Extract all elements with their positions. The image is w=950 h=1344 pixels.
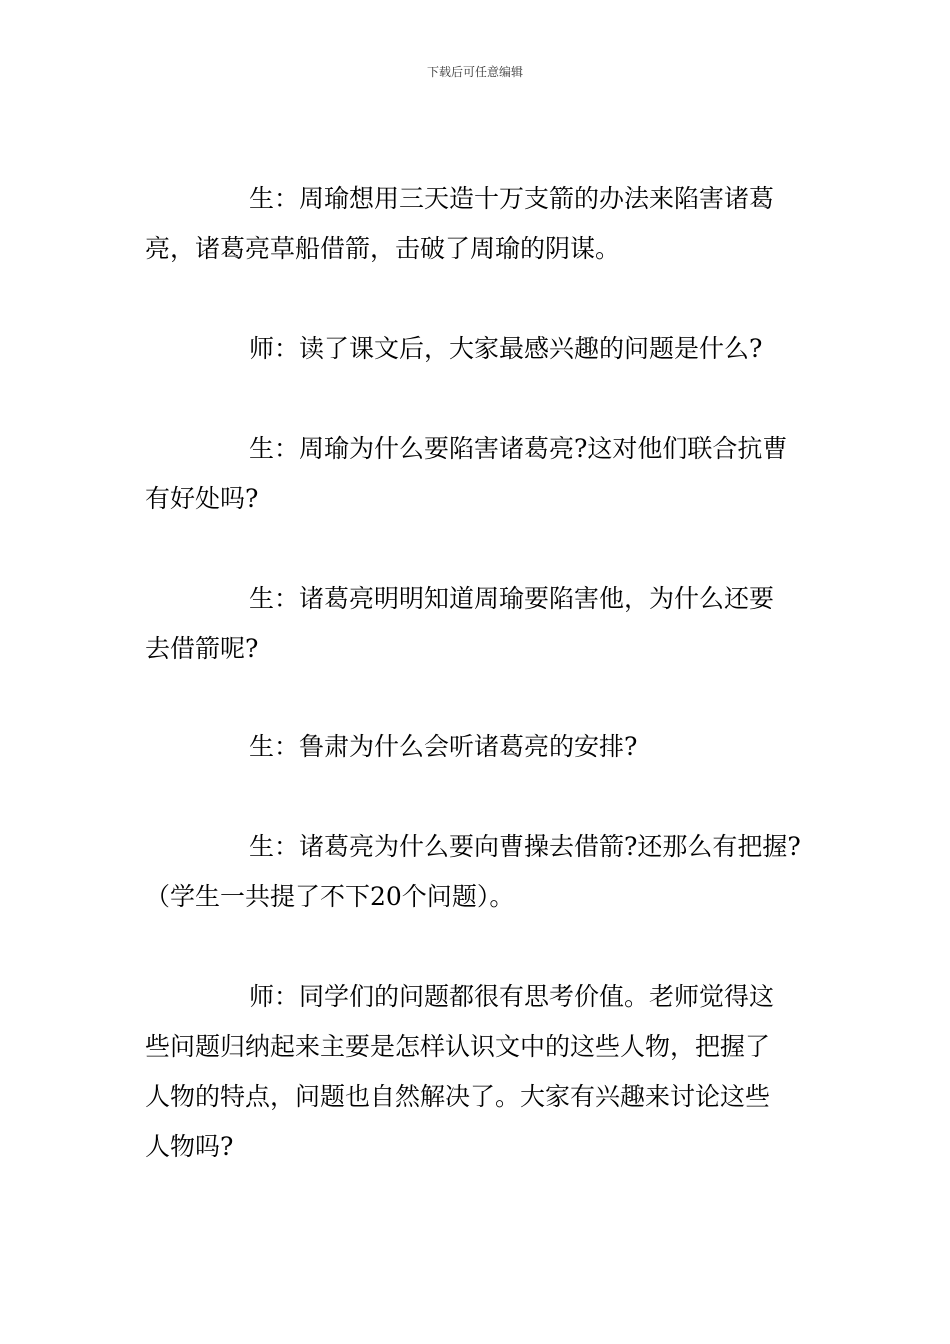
paragraph-line: 亮，诸葛亮草船借箭，击破了周瑜的阴谋。 <box>145 234 621 263</box>
paragraph-line: 人物吗? <box>145 1132 234 1161</box>
paragraph-line: 师：同学们的问题都很有思考价值。老师觉得这 <box>249 982 775 1011</box>
paragraph-student-5 <box>145 822 810 922</box>
paragraph-line: 些问题归纳起来主要是怎样认识文中的这些人物，把握了 <box>145 1032 771 1061</box>
paragraph-line: 生：诸葛亮为什么要向曹操去借箭?还那么有把握? <box>249 832 801 861</box>
paragraph-teacher-1 <box>145 324 810 374</box>
paragraph-line: 生：诸葛亮明明知道周瑜要陷害他，为什么还要 <box>249 584 775 613</box>
paragraph-line: 师：读了课文后，大家最感兴趣的问题是什么? <box>249 334 763 363</box>
paragraph-line: 人物的特点，问题也自然解决了。大家有兴趣来讨论这些 <box>145 1082 771 1111</box>
paragraph-student-4 <box>145 722 810 772</box>
paragraph-line: 生：周瑜想用三天造十万支箭的办法来陷害诸葛 <box>249 184 775 213</box>
paragraph-line: （学生一共提了不下20个问题）。 <box>145 882 515 911</box>
paragraph-line: 生：周瑜为什么要陷害诸葛亮?这对他们联合抗曹 <box>249 434 788 463</box>
paragraph-student-3 <box>145 574 810 674</box>
paragraph-student-1 <box>145 174 810 274</box>
page-header: 下载后可任意编辑 <box>426 65 523 79</box>
paragraph-student-2 <box>145 424 810 524</box>
paragraph-line: 有好处吗? <box>145 484 259 513</box>
paragraph-line: 生：鲁肃为什么会听诸葛亮的安排? <box>249 732 638 761</box>
paragraph-teacher-2 <box>145 972 810 1172</box>
paragraph-line: 去借箭呢? <box>145 634 259 663</box>
